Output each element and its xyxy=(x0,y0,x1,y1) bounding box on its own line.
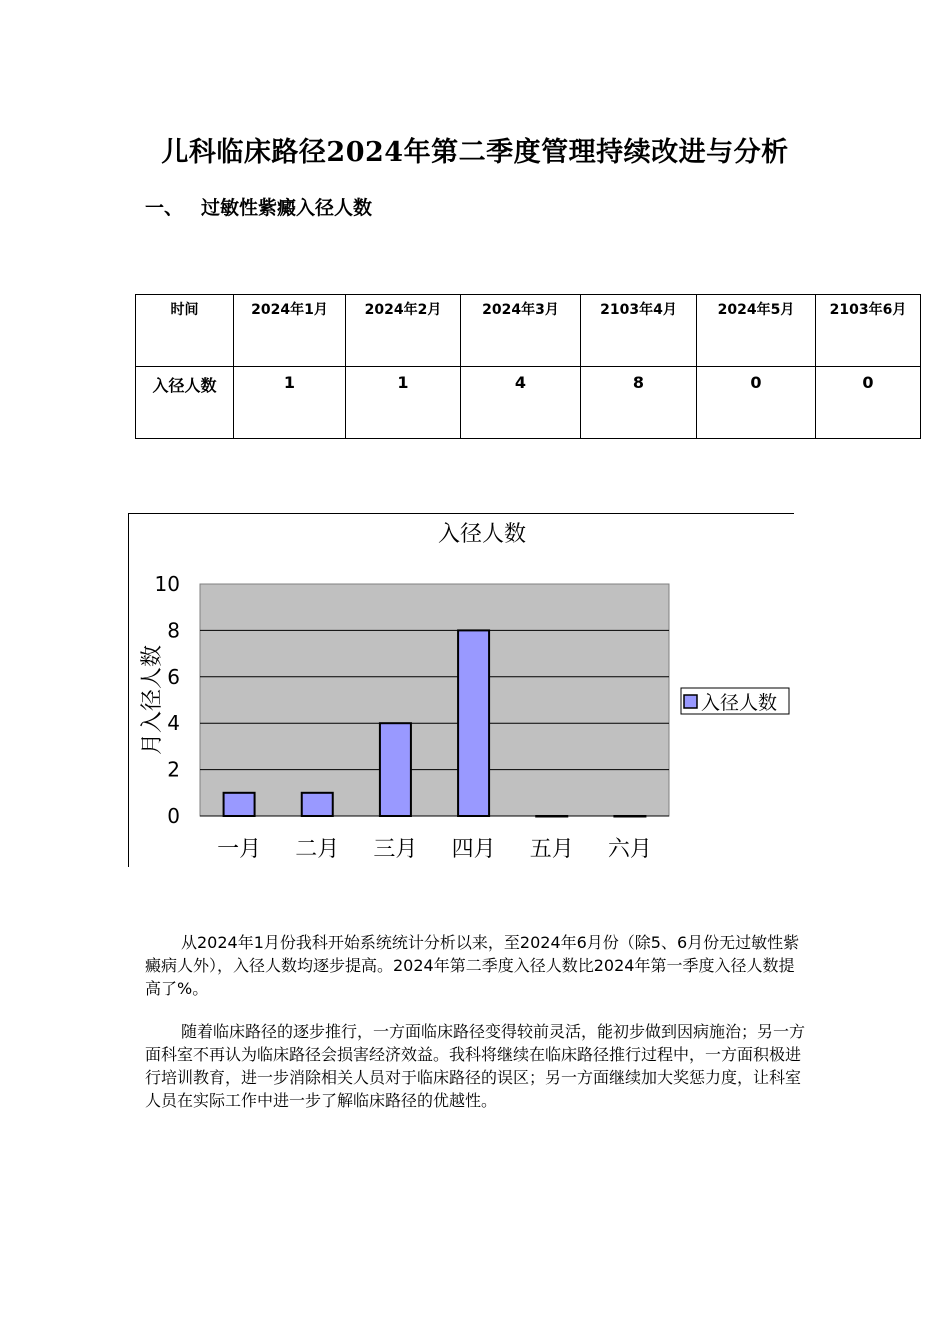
y-tick-label: 6 xyxy=(167,664,180,689)
x-tick-label: 二月 xyxy=(295,837,340,862)
y-tick-label: 4 xyxy=(167,711,180,736)
y-tick-label: 8 xyxy=(167,618,180,643)
count-cell: 0 xyxy=(697,367,816,439)
paragraph-text: 随着临床路径的逐步推行，一方面临床路径变得较前灵活，能初步做到因病施治；另一方面科室不再认为临床路径会损害经济效益。我科将继续在临床路径推行过程中，一方面积极进行培训教育，进一步消除相关人员对于临床路径的误区；另一方面继续加大奖惩力度，让科室人员在实际工作中进一步了解临床路径的优越性。 xyxy=(145,1022,806,1110)
count-cell: 1 xyxy=(234,367,346,439)
paragraph-text: 从2024年1月份我科开始系统统计分析以来，至2024年6月份（除5、6月份无过敏性紫癜病人外），入径人数均逐步提高。2024年第二季度入径人数比2024年第一季度入径人数提高了%。 xyxy=(145,933,800,998)
plot-area xyxy=(200,584,669,816)
month-cell: 2024年3月 xyxy=(461,295,581,367)
bar xyxy=(614,816,645,817)
y-tick-label: 2 xyxy=(167,757,180,782)
table-count-row xyxy=(136,367,921,439)
y-tick-label: 10 xyxy=(154,572,180,596)
count-header-cell: 入径人数 xyxy=(136,367,234,439)
y-tick-label: 0 xyxy=(167,804,180,828)
month-cell: 2103年4月 xyxy=(581,295,697,367)
x-tick-label: 六月 xyxy=(607,837,652,862)
x-tick-label: 五月 xyxy=(529,837,574,862)
x-tick-label: 三月 xyxy=(373,837,418,862)
bar xyxy=(536,816,567,817)
bar-chart-frame xyxy=(128,513,794,867)
section-heading xyxy=(145,193,372,220)
legend-swatch xyxy=(684,695,697,708)
section-title: 过敏性紫癜入径人数 xyxy=(201,197,373,219)
month-cell: 2103年6月 xyxy=(816,295,921,367)
section-number: 一、 xyxy=(145,197,184,219)
plan-paragraph xyxy=(145,1020,810,1112)
month-cell: 2024年5月 xyxy=(697,295,816,367)
x-tick-label: 一月 xyxy=(217,837,262,862)
document-title: 儿科临床路径2024年第二季度管理持续改进与分析 xyxy=(161,137,789,168)
y-axis-label: 月入径人数 xyxy=(140,644,165,756)
bar-chart xyxy=(129,514,794,867)
time-header-cell: 时间 xyxy=(136,295,234,367)
admission-table xyxy=(135,294,921,439)
bar xyxy=(458,630,489,816)
bar xyxy=(224,793,255,816)
month-cell: 2024年1月 xyxy=(234,295,346,367)
analysis-paragraph xyxy=(145,931,810,1000)
count-cell: 4 xyxy=(461,367,581,439)
count-cell: 1 xyxy=(346,367,461,439)
count-cell: 8 xyxy=(581,367,697,439)
month-cell: 2024年2月 xyxy=(346,295,461,367)
bar xyxy=(302,793,333,816)
legend-label: 入径人数 xyxy=(701,692,778,714)
count-cell: 0 xyxy=(816,367,921,439)
chart-title: 入径人数 xyxy=(437,522,527,547)
table-header-row xyxy=(136,295,921,367)
bar xyxy=(380,723,411,816)
x-tick-label: 四月 xyxy=(451,837,496,862)
